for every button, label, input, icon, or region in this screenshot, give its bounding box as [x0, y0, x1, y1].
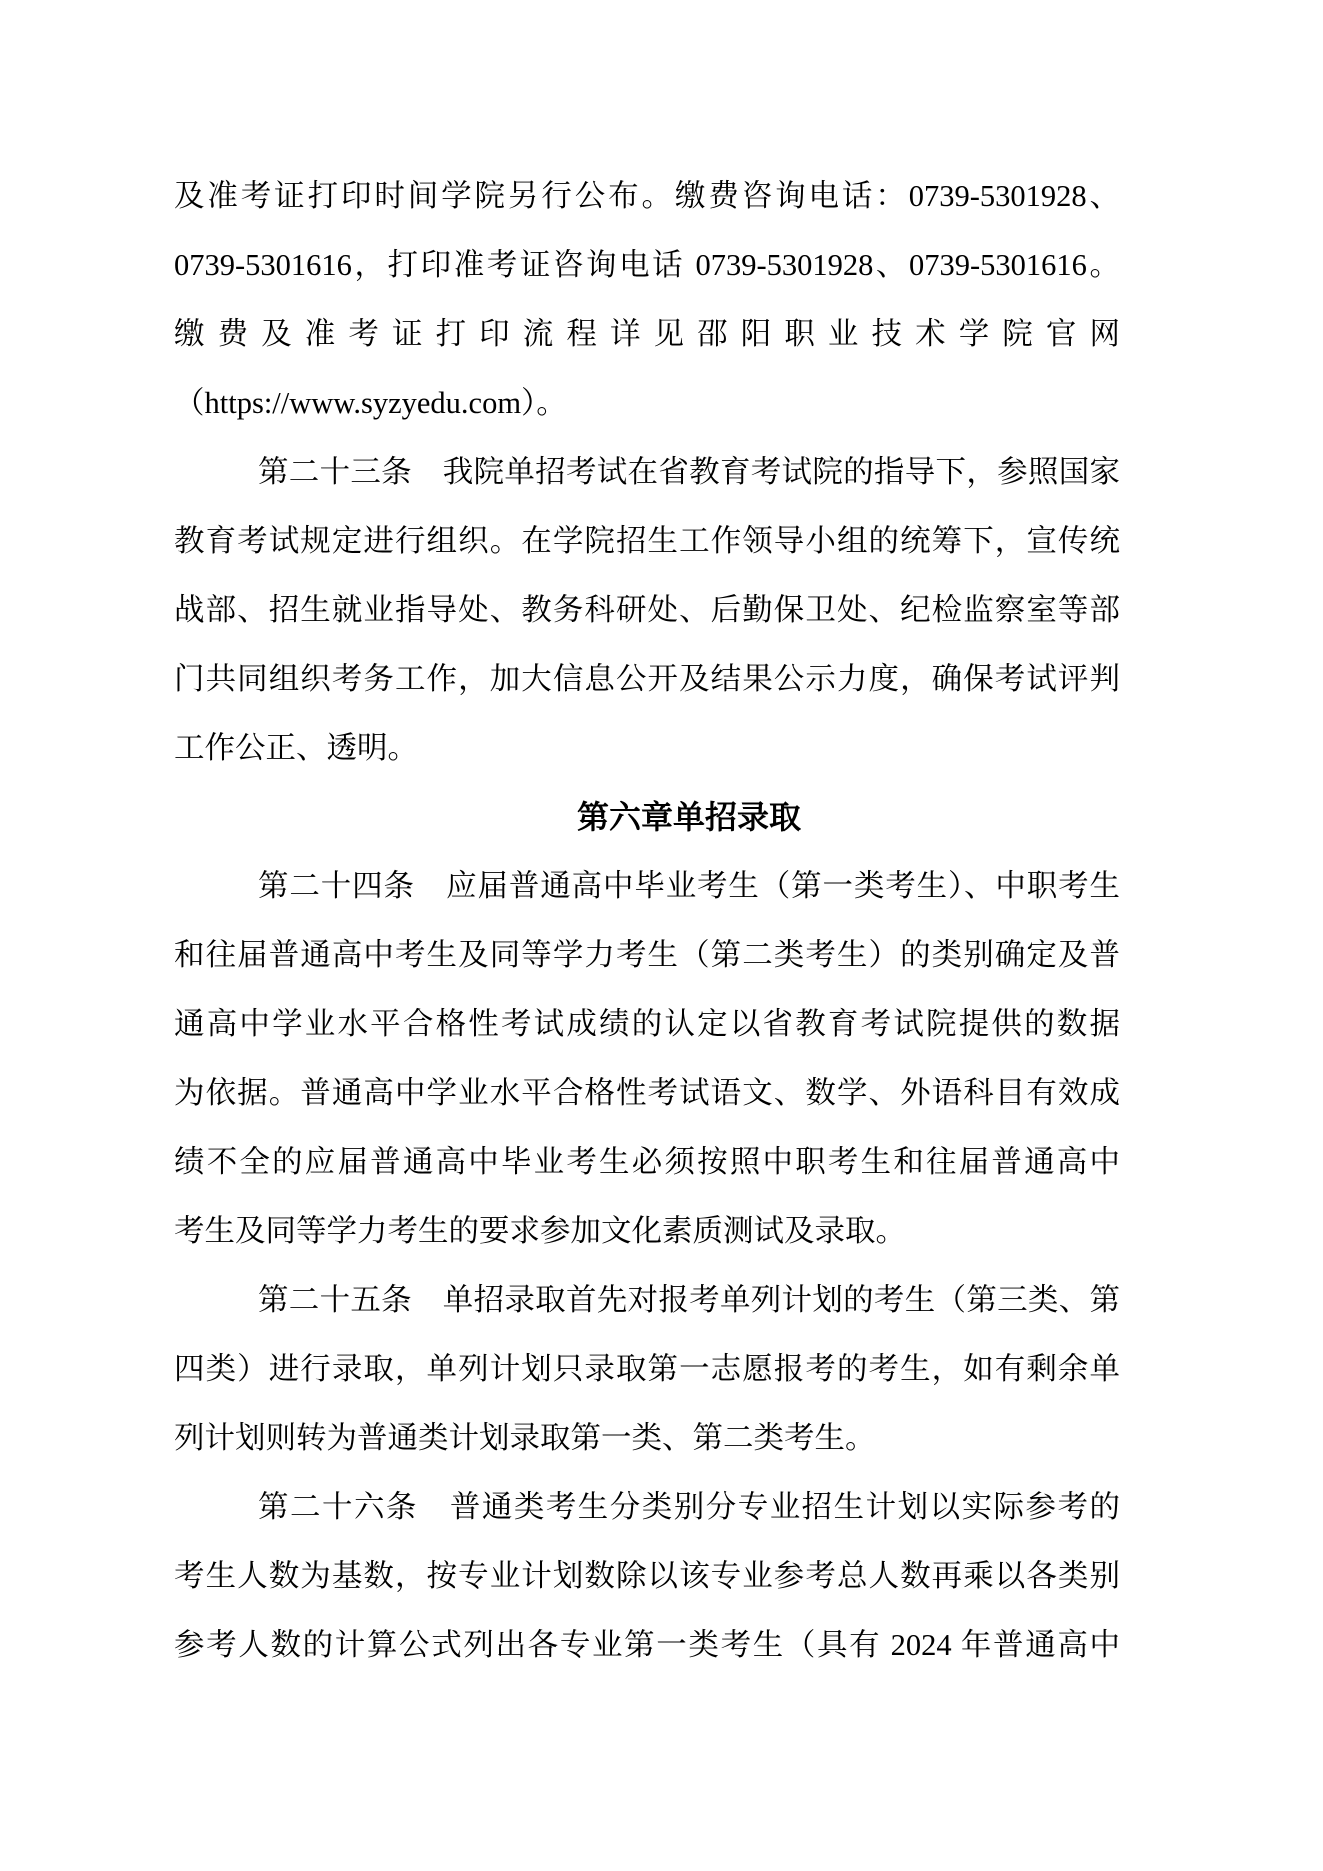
- url-line: （https://www.syzyedu.com）。: [174, 386, 567, 420]
- text-line: 门共同组织考务工作，加大信息公开及结果公示力度，确保考试评判: [174, 662, 1120, 696]
- text-line: 通高中学业水平合格性考试成绩的认定以省教育考试院提供的数据: [174, 1007, 1120, 1041]
- text-line: 工作公正、透明。: [174, 731, 418, 765]
- text-line: 第二十三条 我院单招考试在省教育考试院的指导下，参照国家: [258, 455, 1120, 489]
- text-line: 第二十六条 普通类考生分类别分专业招生计划以实际参考的: [258, 1490, 1120, 1524]
- text-line: 和往届普通高中考生及同等学力考生（第二类考生）的类别确定及普: [174, 938, 1120, 972]
- text-line: 列计划则转为普通类计划录取第一类、第二类考生。: [174, 1421, 876, 1455]
- chapter-heading: 第六章单招录取: [576, 799, 801, 835]
- text-line: 为依据。普通高中学业水平合格性考试语文、数学、外语科目有效成: [174, 1076, 1120, 1110]
- text-line: 四类）进行录取，单列计划只录取第一志愿报考的考生，如有剩余单: [174, 1352, 1120, 1386]
- text-line: 考生及同等学力考生的要求参加文化素质测试及录取。: [174, 1214, 906, 1248]
- text-line: 参考人数的计算公式列出各专业第一类考生（具有 2024 年普通高中: [174, 1628, 1120, 1662]
- text-line: 第二十四条 应届普通高中毕业考生（第一类考生）、中职考生: [258, 869, 1120, 903]
- text-line: 战部、招生就业指导处、教务科研处、后勤保卫处、纪检监察室等部: [174, 593, 1120, 627]
- document-content: [174, 162, 1120, 1680]
- text-line: 及准考证打印时间学院另行公布。缴费咨询电话：0739-5301928、: [174, 179, 1120, 213]
- text-line: 缴费及准考证打印流程详见邵阳职业技术学院官网: [174, 317, 1120, 351]
- text-line: 第二十五条 单招录取首先对报考单列计划的考生（第三类、第: [258, 1283, 1120, 1317]
- text-line: 0739-5301616，打印准考证咨询电话 0739-5301928、0739-5301616。: [174, 248, 1120, 282]
- text-line: 教育考试规定进行组织。在学院招生工作领导小组的统筹下，宣传统: [174, 524, 1120, 558]
- text-line: 考生人数为基数，按专业计划数除以该专业参考总人数再乘以各类别: [174, 1559, 1120, 1593]
- text-line: 绩不全的应届普通高中毕业考生必须按照中职考生和往届普通高中: [174, 1145, 1120, 1179]
